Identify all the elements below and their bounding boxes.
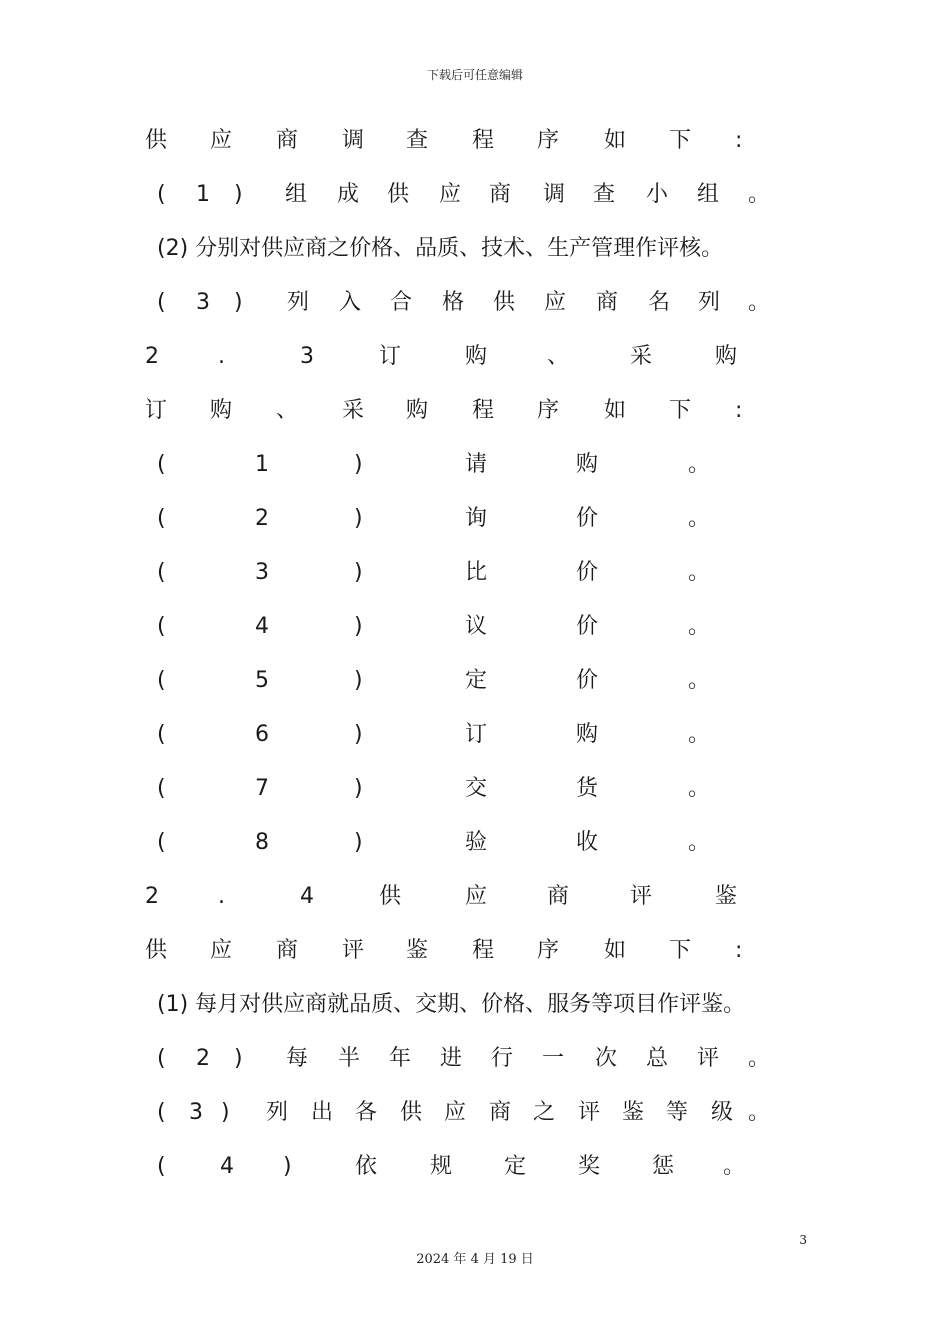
text-char: 。	[748, 290, 771, 315]
text-char: 购	[210, 398, 233, 423]
text-char: 。	[688, 722, 711, 747]
text-char: )	[354, 668, 363, 693]
text-char: 供	[387, 182, 410, 207]
text-char: 请	[465, 452, 488, 477]
text-char: 商	[276, 128, 299, 153]
text-char: 商	[596, 290, 619, 315]
text-line	[0, 288, 950, 318]
text-char: 应	[444, 1100, 467, 1125]
text-char: 供	[400, 1100, 423, 1125]
text-char: 应	[210, 128, 233, 153]
text-char: (	[157, 506, 166, 531]
text-char: (	[157, 722, 166, 747]
text-char: 规	[430, 1154, 453, 1179]
text-char: 评	[578, 1100, 601, 1125]
text-char: )	[234, 182, 243, 207]
text-char: 应	[465, 884, 488, 909]
text-char: 列	[266, 1100, 289, 1125]
text-char: )	[354, 830, 363, 855]
text-line	[0, 126, 950, 156]
text-char: 查	[593, 182, 616, 207]
text-char: 。	[688, 776, 711, 801]
text-char: (	[157, 1100, 166, 1125]
text-char: 。	[723, 1154, 746, 1179]
text-char: 应	[210, 938, 233, 963]
text-char: 价	[576, 614, 599, 639]
text-char: 定	[504, 1154, 527, 1179]
text-char: )	[354, 776, 363, 801]
text-char: 商	[547, 884, 570, 909]
text-line	[0, 342, 950, 372]
text-line	[0, 396, 950, 426]
text-char: 商	[276, 938, 299, 963]
text-char: 。	[748, 182, 771, 207]
text-char: 2	[196, 1046, 210, 1071]
text-char: 等	[666, 1100, 689, 1125]
text-char: 下	[669, 128, 692, 153]
text-char: 列	[698, 290, 721, 315]
text-char: )	[221, 1100, 230, 1125]
text-char: 5	[255, 668, 269, 693]
text-line	[0, 450, 950, 480]
text-char: 入	[339, 290, 362, 315]
text-char: 供	[145, 128, 168, 153]
text-char: 供	[145, 938, 168, 963]
text-char: 小	[646, 182, 669, 207]
text-line	[0, 936, 950, 966]
text-line: (1) 每月对供应商就品质、交期、价格、服务等项目作评鉴。	[157, 992, 746, 1017]
text-char: (	[157, 830, 166, 855]
text-char: 鉴	[622, 1100, 645, 1125]
text-char: 格	[442, 290, 465, 315]
text-char: 购	[576, 452, 599, 477]
text-char: )	[234, 290, 243, 315]
text-char: (	[157, 560, 166, 585]
text-char: 各	[355, 1100, 378, 1125]
text-char: 。	[688, 452, 711, 477]
text-char: 采	[342, 398, 365, 423]
text-char: 。	[748, 1100, 771, 1125]
text-char: 商	[489, 1100, 512, 1125]
text-char: 下	[669, 398, 692, 423]
text-char: 2	[145, 884, 159, 909]
text-char: .	[218, 344, 225, 369]
text-char: 下	[669, 938, 692, 963]
text-char: :	[735, 938, 743, 963]
text-char: 交	[465, 776, 488, 801]
text-char: )	[354, 560, 363, 585]
text-line	[0, 180, 950, 210]
text-char: 程	[472, 128, 495, 153]
text-char: (	[157, 1046, 166, 1071]
text-char: 名	[648, 290, 671, 315]
page-header-note: 下载后可任意编辑	[426, 68, 523, 82]
text-char: 组	[285, 182, 308, 207]
text-char: 总	[646, 1046, 669, 1071]
text-char: 比	[465, 560, 488, 585]
text-char: 货	[576, 776, 599, 801]
text-char: 惩	[652, 1154, 675, 1179]
text-char: 定	[465, 668, 488, 693]
text-line	[0, 1098, 950, 1128]
text-char: 商	[489, 182, 512, 207]
text-char: (	[157, 776, 166, 801]
text-char: 评	[697, 1046, 720, 1071]
text-char: 查	[406, 128, 429, 153]
text-char: 行	[491, 1046, 514, 1071]
text-char: )	[354, 506, 363, 531]
text-char: 订	[379, 344, 402, 369]
text-line	[0, 504, 950, 534]
text-char: 2	[255, 506, 269, 531]
text-line	[0, 1152, 950, 1182]
text-char: 序	[537, 128, 560, 153]
text-char: 购	[465, 344, 488, 369]
text-char: 半	[338, 1046, 361, 1071]
text-line	[0, 828, 950, 858]
text-char: 8	[255, 830, 269, 855]
text-char: 每	[286, 1046, 309, 1071]
text-char: 鉴	[715, 884, 738, 909]
text-char: 2	[145, 344, 159, 369]
text-char: 购	[715, 344, 738, 369]
text-char: 次	[595, 1046, 618, 1071]
text-char: 3	[189, 1100, 203, 1125]
text-line	[0, 1044, 950, 1074]
text-line	[0, 720, 950, 750]
text-char: 价	[576, 506, 599, 531]
text-char: 收	[576, 830, 599, 855]
text-char: 评	[342, 938, 365, 963]
text-char: 议	[465, 614, 488, 639]
text-char: )	[354, 452, 363, 477]
text-char: 、	[547, 344, 570, 369]
text-char: 如	[604, 398, 627, 423]
text-char: 如	[604, 938, 627, 963]
text-char: 4	[255, 614, 269, 639]
text-char: :	[735, 398, 743, 423]
text-char: 购	[576, 722, 599, 747]
text-char: 订	[465, 722, 488, 747]
text-char: :	[735, 128, 743, 153]
text-char: 评	[630, 884, 653, 909]
text-char: 7	[255, 776, 269, 801]
text-char: 。	[688, 506, 711, 531]
text-char: 价	[576, 668, 599, 693]
page-footer-date: 2024 年 4 月 19 日	[416, 1252, 534, 1267]
text-char: 供	[493, 290, 516, 315]
text-char: 程	[472, 398, 495, 423]
text-line	[0, 774, 950, 804]
text-char: (	[157, 290, 166, 315]
text-char: 年	[389, 1046, 412, 1071]
text-char: 4	[220, 1154, 234, 1179]
text-char: 。	[688, 560, 711, 585]
text-char: 1	[255, 452, 269, 477]
text-char: 应	[439, 182, 462, 207]
text-char: 供	[379, 884, 402, 909]
text-char: 奖	[578, 1154, 601, 1179]
text-char: )	[354, 614, 363, 639]
text-char: .	[218, 884, 225, 909]
text-line	[0, 882, 950, 912]
text-char: 3	[196, 290, 210, 315]
text-char: 序	[537, 398, 560, 423]
text-char: 、	[276, 398, 299, 423]
text-char: 序	[537, 938, 560, 963]
text-char: 组	[697, 182, 720, 207]
text-char: 。	[688, 830, 711, 855]
text-char: (	[157, 452, 166, 477]
text-char: 调	[342, 128, 365, 153]
text-char: 鉴	[406, 938, 429, 963]
text-char: 如	[604, 128, 627, 153]
text-char: 调	[543, 182, 566, 207]
text-line: (2) 分别对供应商之价格、品质、技术、生产管理作评核。	[157, 236, 724, 261]
text-line	[0, 612, 950, 642]
text-char: 。	[688, 614, 711, 639]
text-char: )	[234, 1046, 243, 1071]
text-char: 6	[255, 722, 269, 747]
text-char: 3	[300, 344, 314, 369]
text-char: 询	[465, 506, 488, 531]
text-char: 合	[390, 290, 413, 315]
text-char: 1	[196, 182, 210, 207]
text-char: 验	[465, 830, 488, 855]
text-char: 。	[688, 668, 711, 693]
text-line	[0, 666, 950, 696]
text-char: 进	[440, 1046, 463, 1071]
text-char: 之	[533, 1100, 556, 1125]
text-char: 价	[576, 560, 599, 585]
text-char: 购	[406, 398, 429, 423]
text-char: (	[157, 1154, 166, 1179]
page-number: 3	[799, 1233, 807, 1247]
text-char: 订	[145, 398, 168, 423]
text-char: 程	[472, 938, 495, 963]
text-line	[0, 558, 950, 588]
text-char: (	[157, 614, 166, 639]
text-char: 依	[355, 1154, 378, 1179]
text-char: )	[283, 1154, 292, 1179]
text-char: 3	[255, 560, 269, 585]
text-char: (	[157, 668, 166, 693]
text-char: 。	[748, 1046, 771, 1071]
text-char: 成	[337, 182, 360, 207]
text-char: 级	[711, 1100, 734, 1125]
text-char: )	[354, 722, 363, 747]
text-char: 出	[311, 1100, 334, 1125]
text-char: 列	[287, 290, 310, 315]
text-char: 采	[630, 344, 653, 369]
text-char: 应	[544, 290, 567, 315]
text-char: (	[157, 182, 166, 207]
text-char: 4	[300, 884, 314, 909]
text-char: 一	[542, 1046, 565, 1071]
